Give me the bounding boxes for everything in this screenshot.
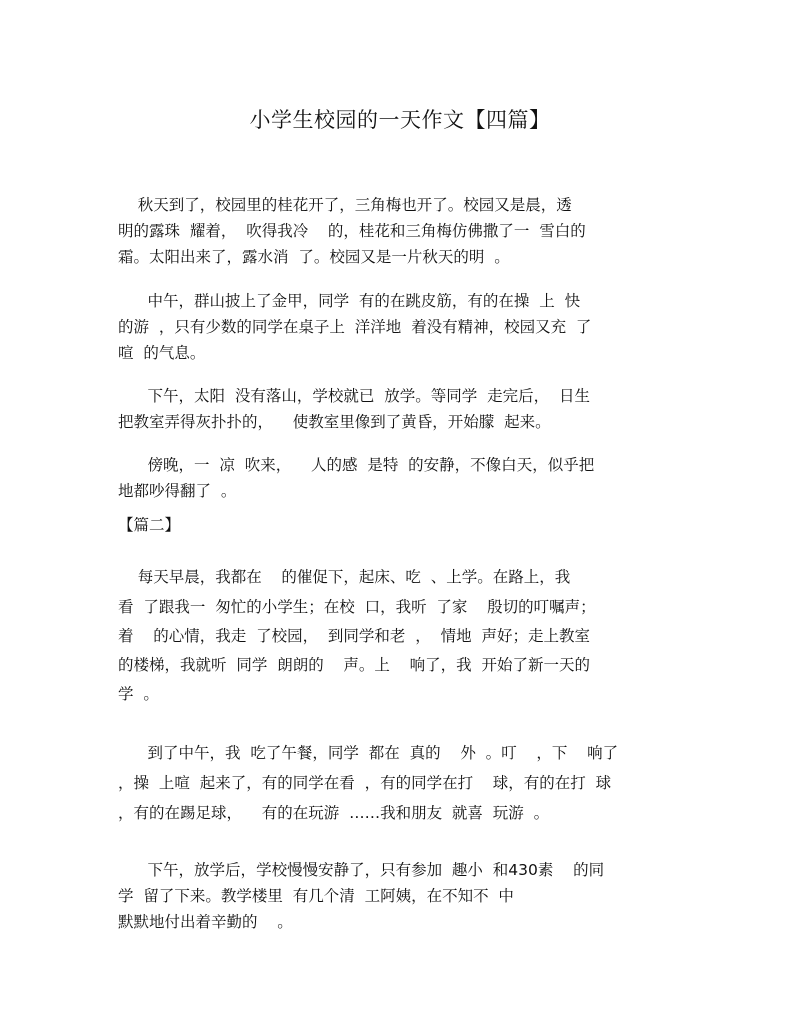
text-line: 的游 ，只有少数的同学在桌子上 洋洋地 着没有精神，校园又充 了 — [118, 318, 592, 336]
text-line: 喧 的气息。 — [118, 344, 206, 362]
text-line: ，操 上喧 起来了，有的同学在看 ，有的同学在打 球，有的在打 球 — [118, 774, 612, 792]
text-line: ，有的在踢足球， 有的在玩游 ……我和朋友 就喜 玩游 。 — [118, 804, 550, 822]
text-line: 地都吵得翻了 。 — [118, 482, 237, 500]
text-line: 明的露珠 耀着， 吹得我冷 的，桂花和三角梅仿佛撒了一 雪白的 — [118, 222, 586, 240]
text-line: 学 留了下来。教学楼里 有几个清 工阿姨，在不知不 中 — [118, 887, 514, 905]
text-line: 秋天到了，校园里的桂花开了，三角梅也开了。校园又是晨，透 — [118, 196, 572, 214]
document-title: 小学生校园的一天作文【四篇】 — [249, 108, 551, 132]
text-line: 到了中午，我 吃了午餐，同学 都在 真的 外 。叮 ，下 响了 — [118, 744, 619, 762]
text-line: 把教室弄得灰扑扑的， 使教室里像到了黄昏，开始朦 起来。 — [118, 413, 551, 431]
text-line: 着 的心情，我走 了校园， 到同学和老 ， 情地 声好；走上教室 — [118, 627, 590, 645]
section-heading: 【篇二】 — [118, 516, 181, 534]
text-line: 看 了跟我一 匆忙的小学生；在校 口，我听 了家 殷切的叮嘱声； — [118, 598, 596, 616]
text-line: 下午，太阳 没有落山，学校就已 放学。等同学 走完后， 日生 — [118, 387, 590, 405]
text-line: 默默地付出着辛勤的 。 — [118, 913, 293, 931]
text-line: 下午，放学后，学校慢慢安静了，只有参加 趣小 和430素 的同 — [118, 861, 605, 879]
text-line: 学 。 — [118, 685, 159, 703]
text-line: 傍晚，一 凉 吹来， 人的感 是特 的安静，不像白天，似乎把 — [118, 456, 595, 474]
text-line: 中午，群山披上了金甲，同学 有的在跳皮筋，有的在操 上 快 — [118, 292, 581, 310]
text-line: 每天早晨，我都在 的催促下，起床、吃 、上学。在路上，我 — [118, 568, 571, 586]
text-line: 霜。太阳出来了，露水消 了。校园又是一片秋天的明 。 — [118, 248, 510, 266]
text-line: 的楼梯，我就听 同学 朗朗的 声。上 响了，我 开始了新一天的 — [118, 656, 590, 674]
